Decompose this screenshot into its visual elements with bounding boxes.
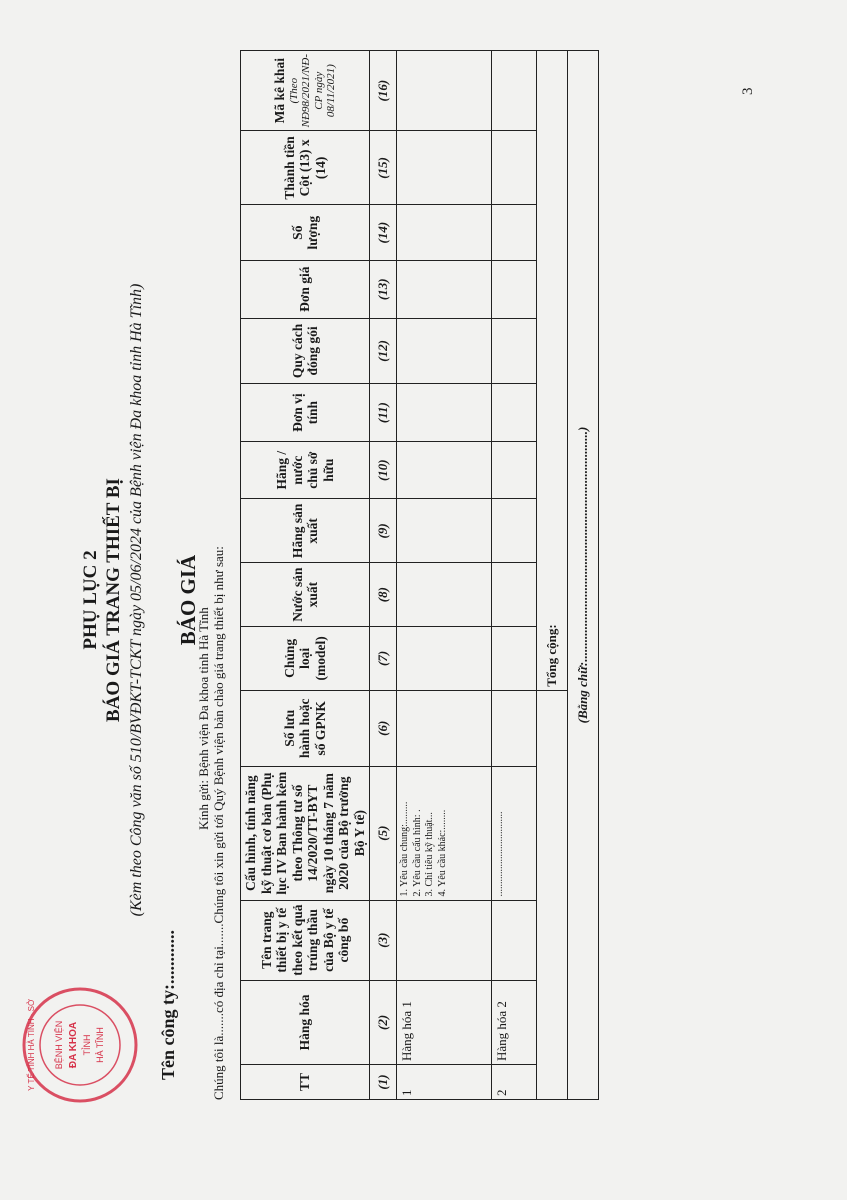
header-cell: Hãng / nước chủ sở hữu <box>241 441 370 499</box>
column-number: (6) <box>370 690 397 766</box>
header-cell: Thành tiền Cột (13) x (14) <box>241 131 370 205</box>
header-cell: Đơn vị tính <box>241 384 370 442</box>
header-cell: Quy cách đóng gói <box>241 318 370 384</box>
header-cell: Hàng hóa <box>241 980 370 1064</box>
column-number-row <box>370 51 397 1100</box>
stamp-inner-1: BỆNH VIỆN <box>54 1020 64 1070</box>
row-tt: 2 <box>492 1065 537 1100</box>
stamp-inner-3: TỈNH <box>82 1034 92 1056</box>
intro-line: Chúng tôi là.......có địa chỉ tại.......Chúng tôi xin gửi tới Quý Bệnh viện bản chào giá trang thiết bị như sau: <box>211 546 226 1100</box>
page-number: 3 <box>740 87 756 95</box>
quotation-table <box>240 50 599 1100</box>
row-tt: 1 <box>397 1065 492 1100</box>
section-title: BÁO GIÁ <box>176 554 200 646</box>
row-item: Hàng hóa 2 <box>492 980 537 1064</box>
spec-line: 1. Yêu cầu chung:......... <box>399 801 411 897</box>
subtitle: (Kèm theo Công văn số 510/BVĐKT-TCKT ngày 05/06/2024 của Bệnh viện Đa khoa tỉnh Hà Tĩnh) <box>128 283 145 917</box>
header-cell: TT <box>241 1065 370 1100</box>
column-number: (12) <box>370 318 397 384</box>
column-number: (15) <box>370 131 397 205</box>
column-number: (14) <box>370 205 397 261</box>
total-label: Tổng cộng: <box>537 51 568 691</box>
header-cell-last <box>241 51 370 131</box>
column-number: (8) <box>370 563 397 627</box>
column-number: (1) <box>370 1065 397 1100</box>
column-number: (3) <box>370 900 397 980</box>
header-row <box>241 51 370 1100</box>
column-number: (16) <box>370 51 397 131</box>
header-cell: Chủng loại (model) <box>241 626 370 690</box>
header-label: Mã kê khai <box>272 58 288 124</box>
column-number: (9) <box>370 499 397 563</box>
row-spec <box>492 766 537 900</box>
header-note: (Theo NĐ98/2021/NĐ-CP ngày 08/11/2021) <box>287 54 338 128</box>
spec-line: 2. Yêu cầu cấu hình: . <box>411 809 423 897</box>
total-row <box>537 51 568 1100</box>
column-number: (2) <box>370 980 397 1064</box>
header-cell: Nước sản xuất <box>241 563 370 627</box>
table-row <box>397 51 492 1100</box>
greeting-line: Kính gửi: Bệnh viện Đa khoa tỉnh Hà Tĩnh <box>196 607 211 830</box>
header-cell: Hãng sản xuất <box>241 499 370 563</box>
column-number: (7) <box>370 626 397 690</box>
stamp-outer-text: Y TẾ TỈNH HÀ TĨNH · SỞ <box>27 999 36 1091</box>
spec-line: .................................. <box>494 811 506 897</box>
main-title: BÁO GIÁ TRANG THIẾT BỊ <box>103 478 124 722</box>
table-row <box>492 51 537 1100</box>
column-number: (10) <box>370 441 397 499</box>
header-cell: Số lưu hành hoặc số GPNK <box>241 690 370 766</box>
stamp-inner-2: ĐA KHOA <box>68 1021 79 1069</box>
column-number: (13) <box>370 260 397 318</box>
column-number: (11) <box>370 384 397 442</box>
company-name-line: Tên công ty:............ <box>158 930 178 1080</box>
header-cell: Đơn giá <box>241 260 370 318</box>
header-cell: Số lượng <box>241 205 370 261</box>
stamp-inner-4: HÀ TĨNH <box>95 1027 105 1063</box>
column-number: (5) <box>370 766 397 900</box>
spec-line: 3. Chỉ tiêu kỹ thuật... <box>424 812 436 897</box>
header-cell: Tên trang thiết bị y tế theo kết quả trúng thầu của Bộ y tế công bố <box>241 900 370 980</box>
header-cell: Cấu hình, tính năng kỹ thuật cơ bản (Phụ lục IV Ban hành kèm theo Thông tư số 14/2020/TT-BYT ngày 10 tháng 7 năm 2020 của Bộ trưởng Bộ Y tế) <box>241 766 370 900</box>
appendix-title: PHỤ LỤC 2 <box>80 550 101 650</box>
spec-line: 4. Yêu cầu khác:........ <box>436 809 448 897</box>
row-item: Hàng hóa 1 <box>397 980 492 1064</box>
in-words-row <box>568 51 599 1100</box>
row-spec <box>397 766 492 900</box>
in-words: (Bằng chữ:.......................................................................) <box>568 51 599 1100</box>
